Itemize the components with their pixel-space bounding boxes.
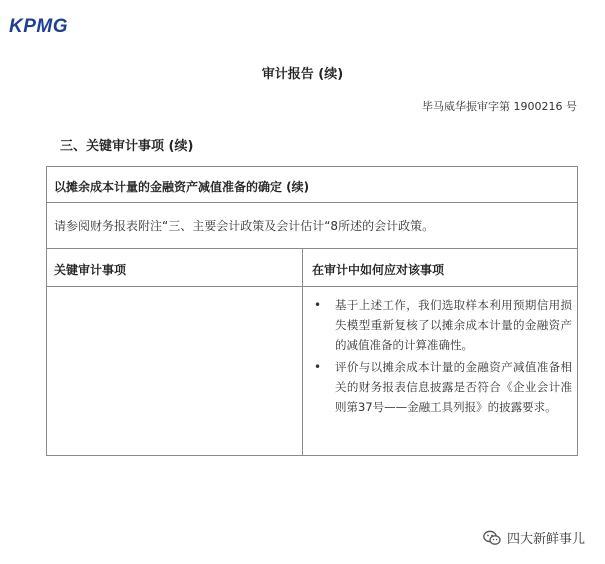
- bullet-icon: •: [314, 298, 322, 312]
- response-bullet-list: [310, 295, 572, 419]
- column-header-key-matter: 关键审计事项: [54, 263, 127, 277]
- wechat-watermark: [483, 528, 585, 547]
- bullet-text: 评价与以摊余成本计量的金融资产减值准备相关的财务报表信息披露是否符合《企业会计准则第37号——金融工具列报》的披露要求。: [335, 360, 572, 414]
- watermark-text: 四大新鲜事儿: [506, 532, 585, 547]
- table-title-row: [47, 167, 577, 203]
- table-note-row: [47, 203, 577, 249]
- table-body-row: [47, 287, 577, 455]
- bullet-text: 基于上述工作，我们选取样本利用预期信用损失模型重新复核了以摊余成本计量的金融资产的减值准备的计算准确性。: [335, 298, 572, 352]
- section-heading: 三、关键审计事项 (续): [60, 139, 194, 154]
- table-title: 以摊余成本计量的金融资产减值准备的确定 (续): [54, 180, 310, 194]
- wechat-icon: [483, 530, 501, 546]
- bullet-icon: •: [314, 360, 322, 374]
- kpmg-logo: KPMG: [9, 16, 68, 37]
- page-title: 审计报告 (续): [261, 67, 344, 82]
- table-header-row: [47, 249, 577, 287]
- reference-number: 毕马威华振审字第 1900216 号: [422, 100, 577, 113]
- audit-matter-table: [46, 166, 578, 456]
- table-note: 请参阅财务报表附注“三、主要会计政策及会计估计“8所述的会计政策。: [54, 219, 435, 233]
- list-item: [310, 295, 572, 355]
- list-item: [310, 357, 572, 417]
- column-header-response: 在审计中如何应对该事项: [312, 263, 445, 277]
